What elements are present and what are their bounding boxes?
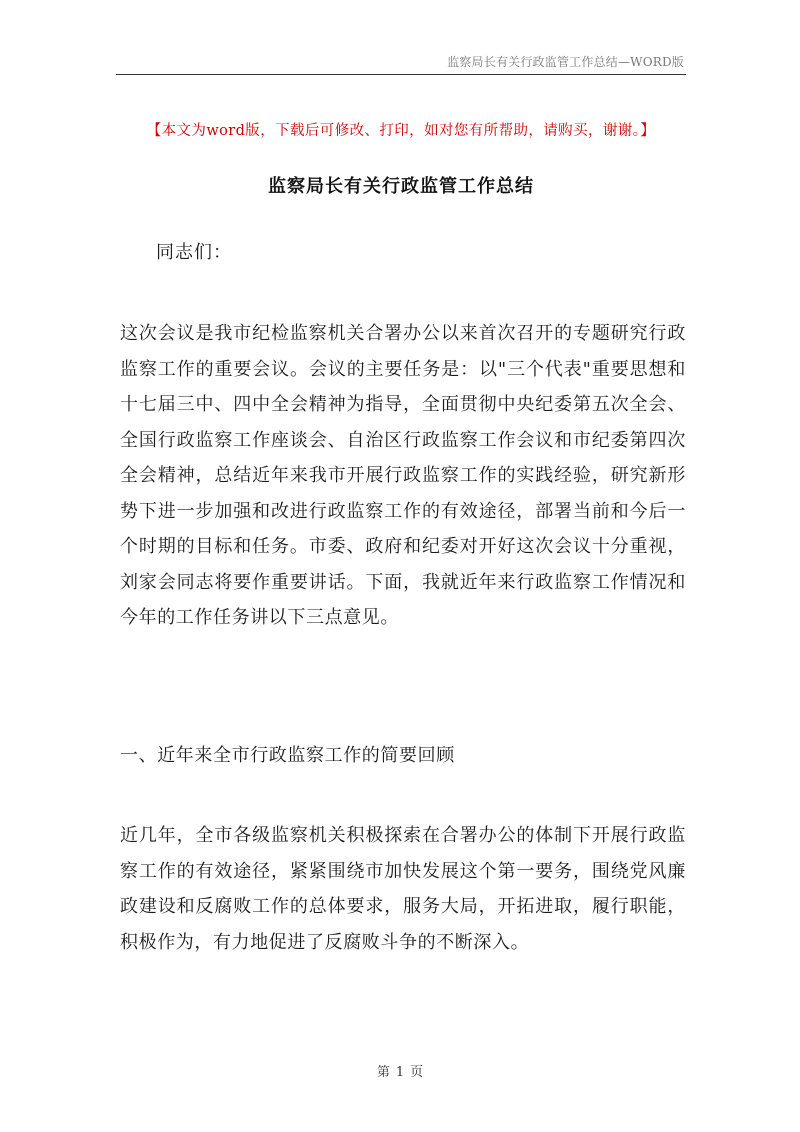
page-number-prefix: 第: [376, 1065, 390, 1080]
running-title: 监察局长有关行政监管工作总结—WORD版: [447, 55, 684, 69]
document-title: 监察局长有关行政监管工作总结: [268, 176, 534, 197]
section-heading-1: 一、近年来全市行政监察工作的简要回顾: [120, 745, 455, 766]
salutation: 同志们：: [156, 242, 232, 263]
page-footer: [0, 1061, 800, 1080]
word-version-notice: 【本文为word版，下载后可修改、打印，如对您有所帮助，请购买，谢谢。】: [146, 123, 656, 139]
body-paragraph-2: 近几年，全市各级监察机关积极探索在合署办公的体制下开展行政监察工作的有效途径，紧紧围绕市加快发展这个第一要务，围绕党风廉政建设和反腐败工作的总体要求，服务大局，开拓进取，履行职能，积极作为，有力地促进了反腐败斗争的不断深入。: [120, 825, 686, 953]
page-number: 1: [395, 1065, 405, 1080]
body-paragraph-1: 这次会议是我市纪检监察机关合署办公以来首次召开的专题研究行政监察工作的重要会议。会议的主要任务是：以"三个代表"重要思想和十七届三中、四中全会精神为指导，全面贯彻中央纪委第五次全会、全国行政监察工作座谈会、自治区行政监察工作会议和市纪委第四次全会精神，总结近年来我市开展行政监察工作的实践经验，研究新形势下进一步加强和改进行政监察工作的有效途径，部署当前和今后一个时期的目标和任务。市委、政府和纪委对开好这次会议十分重视，刘家会同志将要作重要讲话。下面，我就近年来行政监察工作情况和今年的工作任务讲以下三点意见。: [120, 323, 686, 628]
page-header: [116, 50, 686, 75]
page-number-suffix: 页: [410, 1065, 424, 1080]
